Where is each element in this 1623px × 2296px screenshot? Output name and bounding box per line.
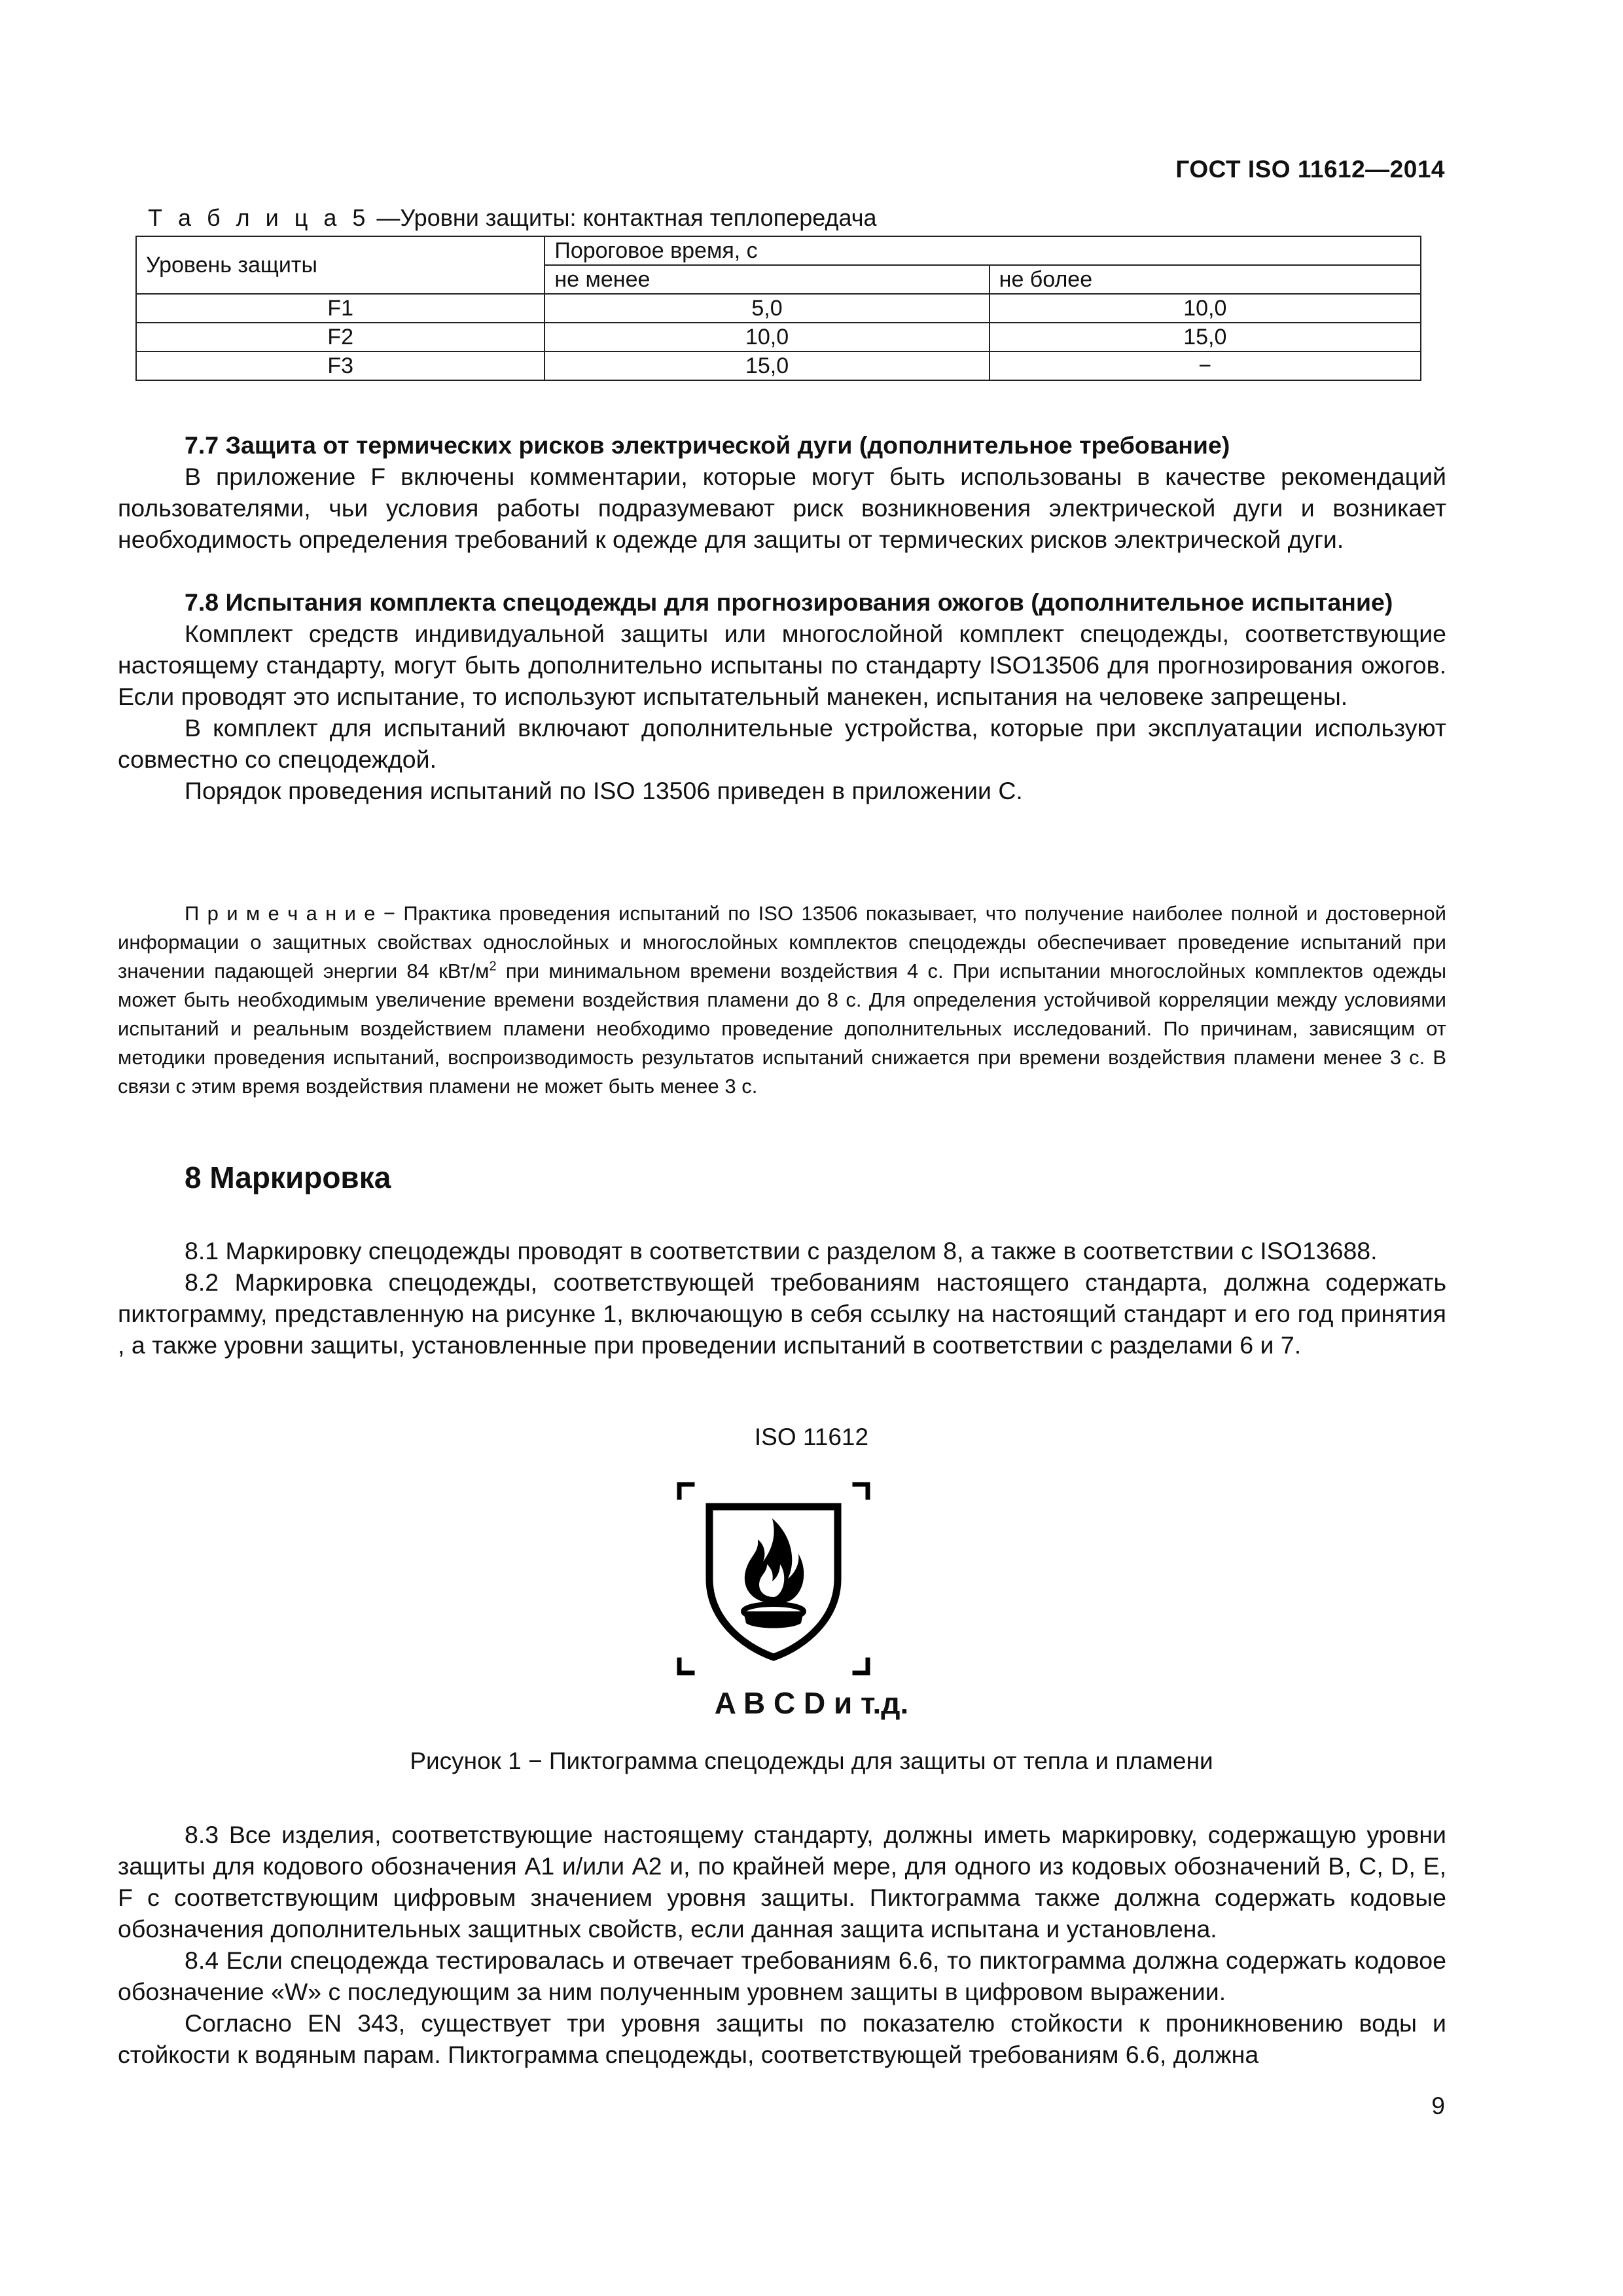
section-8-3-text: 8.3 Все изделия, соответствующие настоящему стандарту, должны иметь маркировку, содержащую уровни защиты для кодового обозначения A1 и/или A2 и, по крайней мере, для одного из кодовых обозначений B, C, D, E, F с соответствующим цифровым значением уровня защиты. Пиктограмма также должна содержать кодовые обозначения дополнительных защитных свойств, если данная защита испытана и установлена. <box>118 1821 1446 1943</box>
section-7-8-text-1: Комплект средств индивидуальной защиты или многослойной комплект спецодежды, соответствующие настоящему стандарту, могут быть дополнительно испытаны по стандарту ISO13506 для прогнозирования ожогов. Если проводят это испытание, то используют испытательный манекен, испытания на человеке запрещены. <box>118 620 1446 710</box>
table-row <box>136 351 1421 380</box>
cell-min: 10,0 <box>544 323 989 351</box>
note-text <box>118 899 1446 1101</box>
section-8-2-text: 8.2 Маркировка спецодежды, соответствующей требованиям настоящего стандарта, должна содержать пиктограмму, представленную на рисунке 1, включающую в себя ссылку на настоящий стандарт и его год принятия , а также уровни защиты, установленные при проведении испытаний в соответствии с разделами 6 и 7. <box>118 1268 1446 1359</box>
cell-max: − <box>990 351 1421 380</box>
section-7-8-text-2: В комплект для испытаний включают дополнительные устройства, которые при эксплуатации используют совместно со спецодеждой. <box>118 714 1446 773</box>
section-8-title: 8 Маркировка <box>185 1160 391 1194</box>
header-min: не менее <box>544 265 989 294</box>
note-text-a: − Практика проведения испытаний по ISO 13506 показывает, что получение наиболее полной и достоверной информации о защитных свойствах однослойных и многослойных комплектов спецодежды обеспечивает проведение испытаний при значении падающей энергии 84 кВт/м <box>118 902 1446 982</box>
table-row <box>136 323 1421 351</box>
cell-level: F1 <box>136 294 544 323</box>
section-7-7 <box>118 429 1446 555</box>
cell-min: 15,0 <box>544 351 989 380</box>
section-7-8 <box>118 586 1446 806</box>
section-7-7-text: В приложение F включены комментарии, которые могут быть использованы в качестве рекомендаций пользователями, чьи условия работы подразумевают риск возникновения электрической дуги и возникает необходимость определения требований к одежде для защиты от термических рисков электрической дуги. <box>118 463 1446 553</box>
note-text-b: при минимальном времени воздействия 4 с. При испытании многослойных комплектов одежды может быть необходимым увеличение времени воздействия пламени до 8 с. Для определения устойчивой корреляции между условиями испытаний и реальным воздействием пламени необходимо проведение дополнительных исследований. По причинам, зависящим от методики проведения испытаний, воспроизводимость результатов испытаний снижается при времени воздействия пламени менее 3 с. В связи с этим время воздействия пламени не может быть менее 3 с. <box>118 960 1446 1098</box>
page-number: 9 <box>1431 2092 1445 2119</box>
section-7-8-title: 7.8 Испытания комплекта спецодежды для прогнозирования ожогов (дополнительное испытание) <box>185 588 1393 616</box>
section-8-3-body <box>118 1819 1446 2070</box>
header-max: не более <box>990 265 1421 294</box>
table-header-row <box>136 236 1421 265</box>
table-row <box>136 294 1421 323</box>
cell-level: F2 <box>136 323 544 351</box>
header-threshold: Пороговое время, с <box>544 236 1421 265</box>
section-8-body <box>118 1235 1446 1361</box>
section-8-1-text: 8.1 Маркировку спецодежды проводят в соответствии с разделом 8, а также в соответствии с ISO13688. <box>185 1237 1378 1265</box>
cell-level: F3 <box>136 351 544 380</box>
figure-codes: A B C D и т.д. <box>714 1686 909 1720</box>
note-label: П р и м е ч а н и е <box>185 902 376 925</box>
table-caption-label: Т а б л и ц а 5 <box>148 204 370 231</box>
flame-shield-icon <box>675 1480 872 1677</box>
protection-levels-table <box>135 236 1421 381</box>
cell-max: 10,0 <box>990 294 1421 323</box>
figure-caption: Рисунок 1 − Пиктограмма спецодежды для защиты от тепла и пламени <box>410 1748 1213 1774</box>
section-7-8-text-3: Порядок проведения испытаний по ISO 13506 приведен в приложении С. <box>185 777 1023 804</box>
header-level: Уровень защиты <box>136 236 544 294</box>
cell-max: 15,0 <box>990 323 1421 351</box>
table-caption <box>148 204 876 232</box>
cell-min: 5,0 <box>544 294 989 323</box>
figure-standard-label: ISO 11612 <box>754 1424 869 1450</box>
note-superscript: 2 <box>489 959 497 974</box>
en343-text: Согласно EN 343, существует три уровня защиты по показателю стойкости к проникновению воды и стойкости к водяным парам. Пиктограмма спецодежды, соответствующей требованиям 6.6, должна <box>118 2009 1446 2068</box>
table-caption-text: —Уровни защиты: контактная теплопередача <box>370 204 877 231</box>
note-block <box>118 899 1446 1101</box>
document-header: ГОСТ ISO 11612—2014 <box>1175 156 1445 183</box>
section-7-7-title: 7.7 Защита от термических рисков электрической дуги (дополнительное требование) <box>185 431 1230 459</box>
section-8-4-text: 8.4 Если спецодежда тестировалась и отвечает требованиям 6.6, то пиктограмма должна содержать кодовое обозначение «W» с последующим за ним полученным уровнем защиты в цифровом выражении. <box>118 1946 1446 2005</box>
